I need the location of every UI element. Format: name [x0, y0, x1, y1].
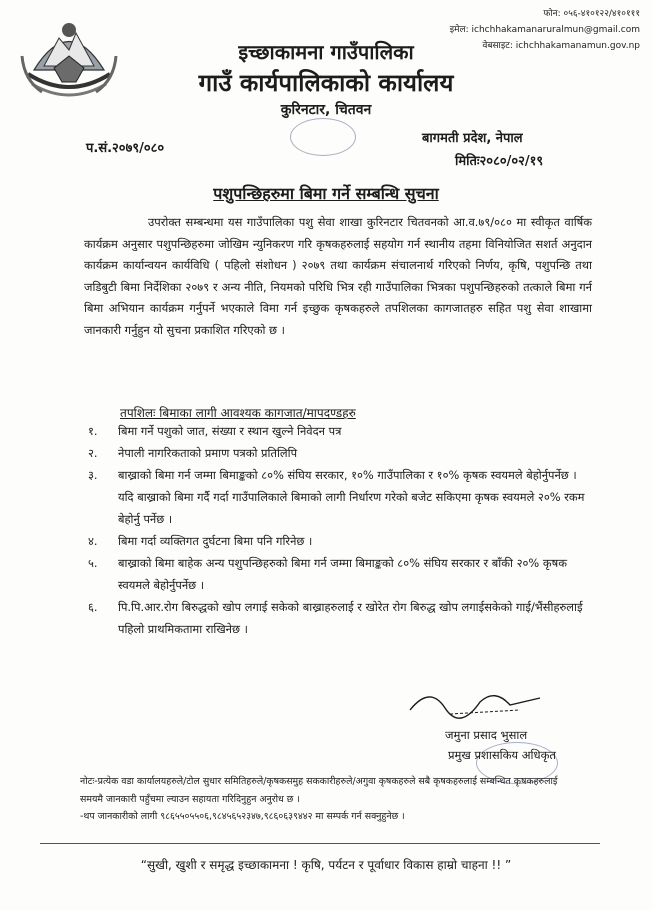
- item-number: १.: [88, 424, 98, 438]
- item-number: २.: [88, 446, 98, 460]
- item-text: बिमा गर्दा व्यक्तिगत दुर्घटना बिमा पनि गरिनेछ ।: [118, 534, 313, 548]
- list-item: [88, 442, 588, 464]
- item-text: बाख्राको बिमा बाहेक अन्य पशुपन्छिहरुको बिमा गर्न जम्मा बिमाङ्कको ८०% संघिय सरकार र बाँकी २०% कृषक स्वयमले बेहोर्नुपर्नेछ ।: [118, 556, 567, 592]
- contact-website[interactable]: वेबसाइट: ichchhakamanamun.gov.np: [482, 41, 640, 51]
- notice-body-text: उपरोक्त सम्बन्धमा यस गाउँपालिका पशु सेवा शाखा कुरिनटार चितवनको आ.व.७९/०८० मा स्वीकृत वार्षिक कार्यक्रम अनुसार पशुपन्छिहरुमा जोखिम न्युनिकरण गरि कृषकहरुलाई सहयोग गर्न स्थानीय तहमा विनियोजित सशर्त अनुदान कार्यक्रम कार्यान्वयन कार्यविधि ( पहिलो संशोधन ) २०७९ तथा कार्यक्रम संचालनार्थ गरिएको निर्णय, कृषि, पशुपन्छि तथा जडिबुटी बिमा निर्देशिका २०७९ र अन्य नीति, नियमको परिधि भित्र रही गाउँपालिका भित्रका पशुपन्छिहरुको तत्काले बिमा गर्न बिमा अभियान कार्यक्रम गर्नुपर्ने भएकाले विमा गर्न इच्छुक कृषकहरुले तपशिलका कागजातहरु सहित पशु सेवा शाखामा जानकारी गर्नुहुन यो सुचना प्रकाशित गरिएको छ ।: [84, 215, 592, 337]
- item-number: ४.: [88, 534, 98, 548]
- item-number: ३.: [88, 468, 98, 482]
- office-name: गाउँ कार्यपालिकाको कार्यालय: [198, 69, 454, 97]
- requirements-list: [88, 420, 588, 640]
- requirements-heading: तपशिलः बिमाका लागी आवश्यक कागजात/मापदण्डहरु: [120, 406, 356, 420]
- province-label: बागमती प्रदेश, नेपाल: [422, 131, 523, 146]
- issue-date: मितिः२०८०/०२/१९: [455, 154, 544, 169]
- office-address: कुरिनटार, चितवन: [280, 102, 372, 118]
- note-line: नोटः-प्रत्येक वडा कार्यालयहरुले/टोल सुधार समितिहरुले/कृषकसमुह सककारीहरुले/अगुवा कृषकहरुले सबै कृषकहरुलाई सम्बन्धित कृषकहरुलाई समयमै जानकारी पहुँचमा ल्याउन सहायता गरिदिनुहुन अनुरोध छ ।: [80, 776, 558, 805]
- item-text: पि.पि.आर.रोग बिरुद्धको खोप लगाई सकेको बाख्राहरुलाई र खोरेत रोग बिरुद्ध खोप लगाईसकेको गाई/भैंसीहरुलाई पहिलो प्राथमिकतामा राखिनेछ ।: [118, 600, 583, 636]
- item-number: ५.: [88, 556, 98, 570]
- list-item: [88, 596, 588, 640]
- list-item: [88, 464, 588, 530]
- notice-title-text: पशुपन्छिहरुमा बिमा गर्ने सम्बन्धि सुचना: [213, 184, 439, 203]
- contact-email[interactable]: इमेल: ichchhakamanaruralmun@gmail.com: [449, 25, 640, 35]
- item-text: बाख्राको बिमा गर्न जम्मा बिमाङ्कको ८०% संघिय सरकार, १०% गाउँपालिका र १०% कृषक स्वयमले बेहोर्नुपर्नेछ ।यदि बाख्राको बिमा गर्दै गर्दा गाउँपालिकाले बिमाको लागी निर्धारण गरेको बजेट सकिएमा कृषक स्वयमले २०% रकम बेहोर्नु पर्नेछ ।: [118, 468, 585, 526]
- notice-body: [84, 212, 592, 342]
- note-line: -थप जानकारीको लागी ९८६५५०५५०६,९८४५६५२३४७,९८६०६३९४४२ मा सम्पर्क गर्न सक्नुहुनेछ ।: [80, 811, 405, 822]
- handwritten-signature: [400, 680, 550, 720]
- notice-title: [0, 182, 652, 204]
- item-text: बिमा गर्ने पशुको जात, संख्या र स्थान खुल्ने निवेदन पत्र: [118, 424, 342, 438]
- footer-slogan: “सुखी, खुशी र समृद्ध इच्छाकामना ! कृषि, पर्यटन र पूर्वाधार विकास हाम्रो चाहना !! ”: [140, 858, 512, 872]
- list-item: [88, 530, 588, 552]
- contact-phone: फोन: ०५६-४१०१२२/४१०१११: [543, 9, 640, 19]
- item-number: ६.: [88, 600, 98, 614]
- office-stamp: [290, 118, 356, 156]
- signatory-designation: प्रमुख प्रशासकिय अधिकृत: [448, 748, 556, 762]
- footer-divider: [40, 843, 600, 844]
- item-text: नेपाली नागरिकताको प्रमाण पत्रको प्रतिलिपि: [118, 446, 298, 460]
- list-item: [88, 420, 588, 442]
- reference-number: प.सं.२०७९/०८०: [86, 141, 165, 156]
- municipality-name: इच्छाकामना गाउँपालिका: [238, 40, 414, 64]
- list-item: [88, 552, 588, 596]
- signatory-name: जमुना प्रसाद भुसाल: [445, 728, 528, 742]
- notes-section: [80, 773, 560, 826]
